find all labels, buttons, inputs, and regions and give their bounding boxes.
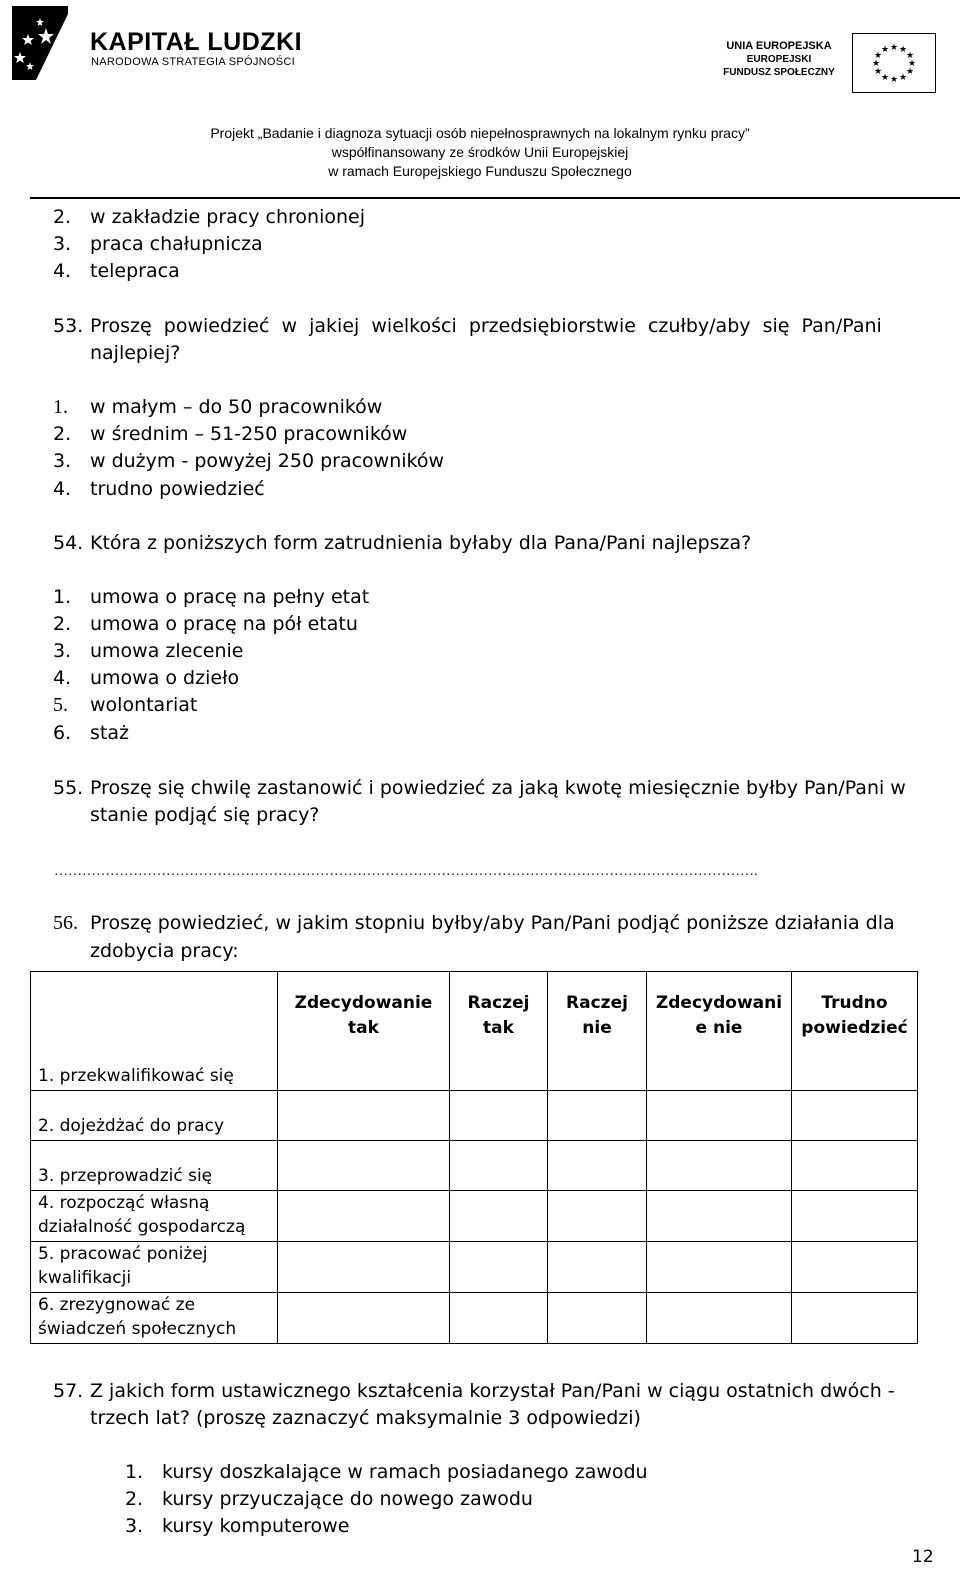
project-info: [0, 124, 960, 181]
option-text: umowa o pracę na pół etatu: [90, 613, 358, 635]
answer-cell[interactable]: [450, 1091, 548, 1141]
option-text: kursy doszkalające w ramach posiadanego zawodu: [162, 1461, 648, 1483]
question-text: Proszę powiedzieć w jakiej wielkości przedsiębiorstwie czułby/aby się Pan/Pani: [90, 315, 882, 337]
question-number: 54.: [53, 532, 84, 554]
option-text: kursy komputerowe: [162, 1515, 350, 1537]
svg-text:★: ★: [905, 67, 915, 77]
option-number: 1.: [125, 1461, 144, 1483]
row-label: [31, 1091, 278, 1141]
row-label-line1: 1. przekwalifikować się: [38, 1066, 234, 1086]
logo-title: KAPITAŁ LUDZKI: [90, 28, 303, 56]
row-label-line2: działalność gospodarczą: [38, 1217, 246, 1237]
answer-cell[interactable]: [450, 1141, 548, 1191]
option-text: staż: [90, 722, 129, 744]
option-text: w małym – do 50 pracowników: [90, 396, 383, 418]
option-number: 3.: [53, 640, 72, 662]
option-number: 1.: [53, 586, 72, 608]
column-header-line1: Zdecydowani: [655, 993, 783, 1013]
svg-text:★: ★: [889, 75, 899, 85]
page-number: 12: [912, 1547, 934, 1567]
column-header: [647, 972, 792, 1091]
row-label: [31, 1141, 278, 1191]
column-header-line2: tak: [348, 1018, 379, 1038]
answer-cell[interactable]: [647, 1191, 792, 1242]
option-number: 2.: [53, 423, 72, 445]
question-57-line2: trzech lat? (proszę zaznaczyć maksymalnie 3 odpowiedzi): [90, 1407, 641, 1429]
answer-cell[interactable]: [792, 1191, 918, 1242]
eu-flag-icon: [852, 33, 936, 93]
answer-cell[interactable]: [548, 1191, 647, 1242]
row-label: [31, 1191, 278, 1242]
answer-blank-line: …………………………………………………………………………………………………………………………………….: [54, 864, 758, 879]
option-text: w średnim – 51-250 pracowników: [90, 423, 408, 445]
answer-cell[interactable]: [792, 1141, 918, 1191]
answer-cell[interactable]: [548, 1091, 647, 1141]
column-header-line1: Raczej: [467, 993, 530, 1013]
svg-text:★: ★: [898, 45, 908, 55]
answer-cell[interactable]: [278, 1242, 450, 1293]
option-text: umowa o pracę na pełny etat: [90, 586, 370, 608]
question-text: Proszę się chwilę zastanowić i powiedzieć za jaką kwotę miesięcznie byłby Pan/Pani w: [90, 777, 906, 799]
option-number: 3.: [125, 1515, 144, 1537]
answer-cell[interactable]: [647, 1091, 792, 1141]
option-text: trudno powiedzieć: [90, 478, 265, 500]
answer-cell[interactable]: [548, 1293, 647, 1344]
answer-cell[interactable]: [450, 1191, 548, 1242]
svg-text:★: ★: [889, 43, 899, 53]
column-header-line1: Raczej: [566, 993, 628, 1013]
option-text: wolontariat: [90, 694, 198, 716]
row-label-line1: 4. rozpocząć własną: [38, 1193, 210, 1213]
table-row: [31, 1141, 918, 1191]
question-text: Która z poniższych form zatrudnienia byłaby dla Pana/Pani najlepsza?: [90, 532, 752, 554]
question-53-line2: najlepiej?: [90, 342, 181, 364]
list-item-text: telepraca: [90, 260, 180, 282]
question-number: 56.: [53, 912, 78, 934]
option-number: 3.: [53, 450, 72, 472]
svg-text:★: ★: [907, 59, 917, 69]
column-header: [792, 972, 918, 1091]
eu-label: [714, 40, 844, 79]
option-number: 1.: [53, 396, 68, 418]
answer-cell[interactable]: [278, 1293, 450, 1344]
row-label-line1: 2. dojeżdżać do pracy: [38, 1116, 225, 1136]
option-text: umowa zlecenie: [90, 640, 244, 662]
column-header-line2: tak: [483, 1018, 514, 1038]
answer-cell[interactable]: [792, 1242, 918, 1293]
table-row: [31, 1242, 918, 1293]
row-label: [31, 1242, 278, 1293]
svg-text:★: ★: [905, 51, 915, 61]
option-number: 2.: [125, 1488, 144, 1510]
question-number: 55.: [53, 777, 84, 799]
answer-cell[interactable]: [450, 1293, 548, 1344]
svg-text:★: ★: [880, 73, 890, 83]
svg-text:★: ★: [873, 51, 883, 61]
table-row: [31, 1293, 918, 1344]
logo-subtitle: NARODOWA STRATEGIA SPÓJNOŚCI: [91, 56, 295, 68]
kapital-ludzki-logo: [6, 4, 84, 82]
answer-cell[interactable]: [792, 1293, 918, 1344]
column-header-line1: Trudno: [821, 993, 888, 1013]
option-text: w dużym - powyżej 250 pracowników: [90, 450, 445, 472]
actions-table: [30, 971, 918, 1344]
column-header: [548, 972, 647, 1091]
answer-cell[interactable]: [278, 1191, 450, 1242]
svg-text:★: ★: [873, 67, 883, 77]
project-line-1: Projekt „Badanie i diagnoza sytuacji osób niepełnosprawnych na lokalnym rynku pracy”: [210, 125, 750, 141]
list-item-number: 4.: [53, 260, 72, 282]
option-number: 4.: [53, 478, 72, 500]
question-text: Proszę powiedzieć, w jakim stopniu byłby/aby Pan/Pani podjąć poniższe działania dla: [90, 912, 895, 934]
question-number: 53.: [53, 315, 84, 337]
option-number: 5.: [53, 694, 68, 716]
row-label-line2: kwalifikacji: [38, 1268, 132, 1288]
row-label-line1: 3. przeprowadzić się: [38, 1166, 213, 1186]
project-line-2: współfinansowany ze środków Unii Europejskiej: [331, 144, 629, 160]
row-label-line1: 5. pracować poniżej: [38, 1244, 208, 1264]
column-header: [278, 972, 450, 1091]
svg-text:★: ★: [898, 73, 908, 83]
answer-cell[interactable]: [548, 1141, 647, 1191]
answer-cell[interactable]: [278, 1141, 450, 1191]
list-item-number: 2.: [53, 206, 72, 228]
option-number: 4.: [53, 667, 72, 689]
answer-cell[interactable]: [450, 1242, 548, 1293]
answer-cell[interactable]: [647, 1242, 792, 1293]
option-number: 2.: [53, 613, 72, 635]
option-number: 6.: [53, 722, 72, 744]
column-header-line2: nie: [582, 1018, 612, 1038]
header-divider: [30, 197, 960, 199]
column-header-line2: powiedzieć: [801, 1018, 908, 1038]
eu-label-line1: UNIA EUROPEJSKA: [726, 40, 832, 52]
svg-text:★: ★: [880, 45, 890, 55]
question-text: Z jakich form ustawicznego kształcenia korzystał Pan/Pani w ciągu ostatnich dwóch -: [90, 1380, 895, 1402]
row-label-line1: 6. zrezygnować ze: [38, 1295, 196, 1315]
option-text: kursy przyuczające do nowego zawodu: [162, 1488, 533, 1510]
table-row: [31, 1191, 918, 1242]
row-label-line2: świadczeń społecznych: [38, 1319, 237, 1339]
answer-cell[interactable]: [278, 1091, 450, 1141]
question-56-line2: zdobycia pracy:: [90, 940, 239, 962]
list-item-text: praca chałupnicza: [90, 233, 263, 255]
eu-label-line2: EUROPEJSKI: [746, 54, 812, 65]
eu-label-line3: FUNDUSZ SPOŁECZNY: [723, 67, 835, 78]
table-row: [31, 1091, 918, 1141]
answer-cell[interactable]: [548, 1242, 647, 1293]
question-number: 57.: [53, 1380, 84, 1402]
row-label: [31, 1293, 278, 1344]
row-label: [31, 972, 278, 1091]
svg-text:★: ★: [871, 59, 881, 69]
option-text: umowa o dzieło: [90, 667, 240, 689]
column-header: [450, 972, 548, 1091]
column-header-line1: Zdecydowanie: [294, 993, 433, 1013]
answer-cell[interactable]: [647, 1141, 792, 1191]
answer-cell[interactable]: [647, 1293, 792, 1344]
question-55-line2: stanie podjąć się pracy?: [90, 804, 320, 826]
column-header-line2: e nie: [695, 1018, 743, 1038]
project-line-3: w ramach Europejskiego Funduszu Społecznego: [328, 163, 632, 179]
page-header: [0, 0, 960, 202]
list-item-text: w zakładzie pracy chronionej: [90, 206, 365, 228]
table-header-row: [31, 972, 918, 1091]
list-item-number: 3.: [53, 233, 72, 255]
answer-cell[interactable]: [792, 1091, 918, 1141]
